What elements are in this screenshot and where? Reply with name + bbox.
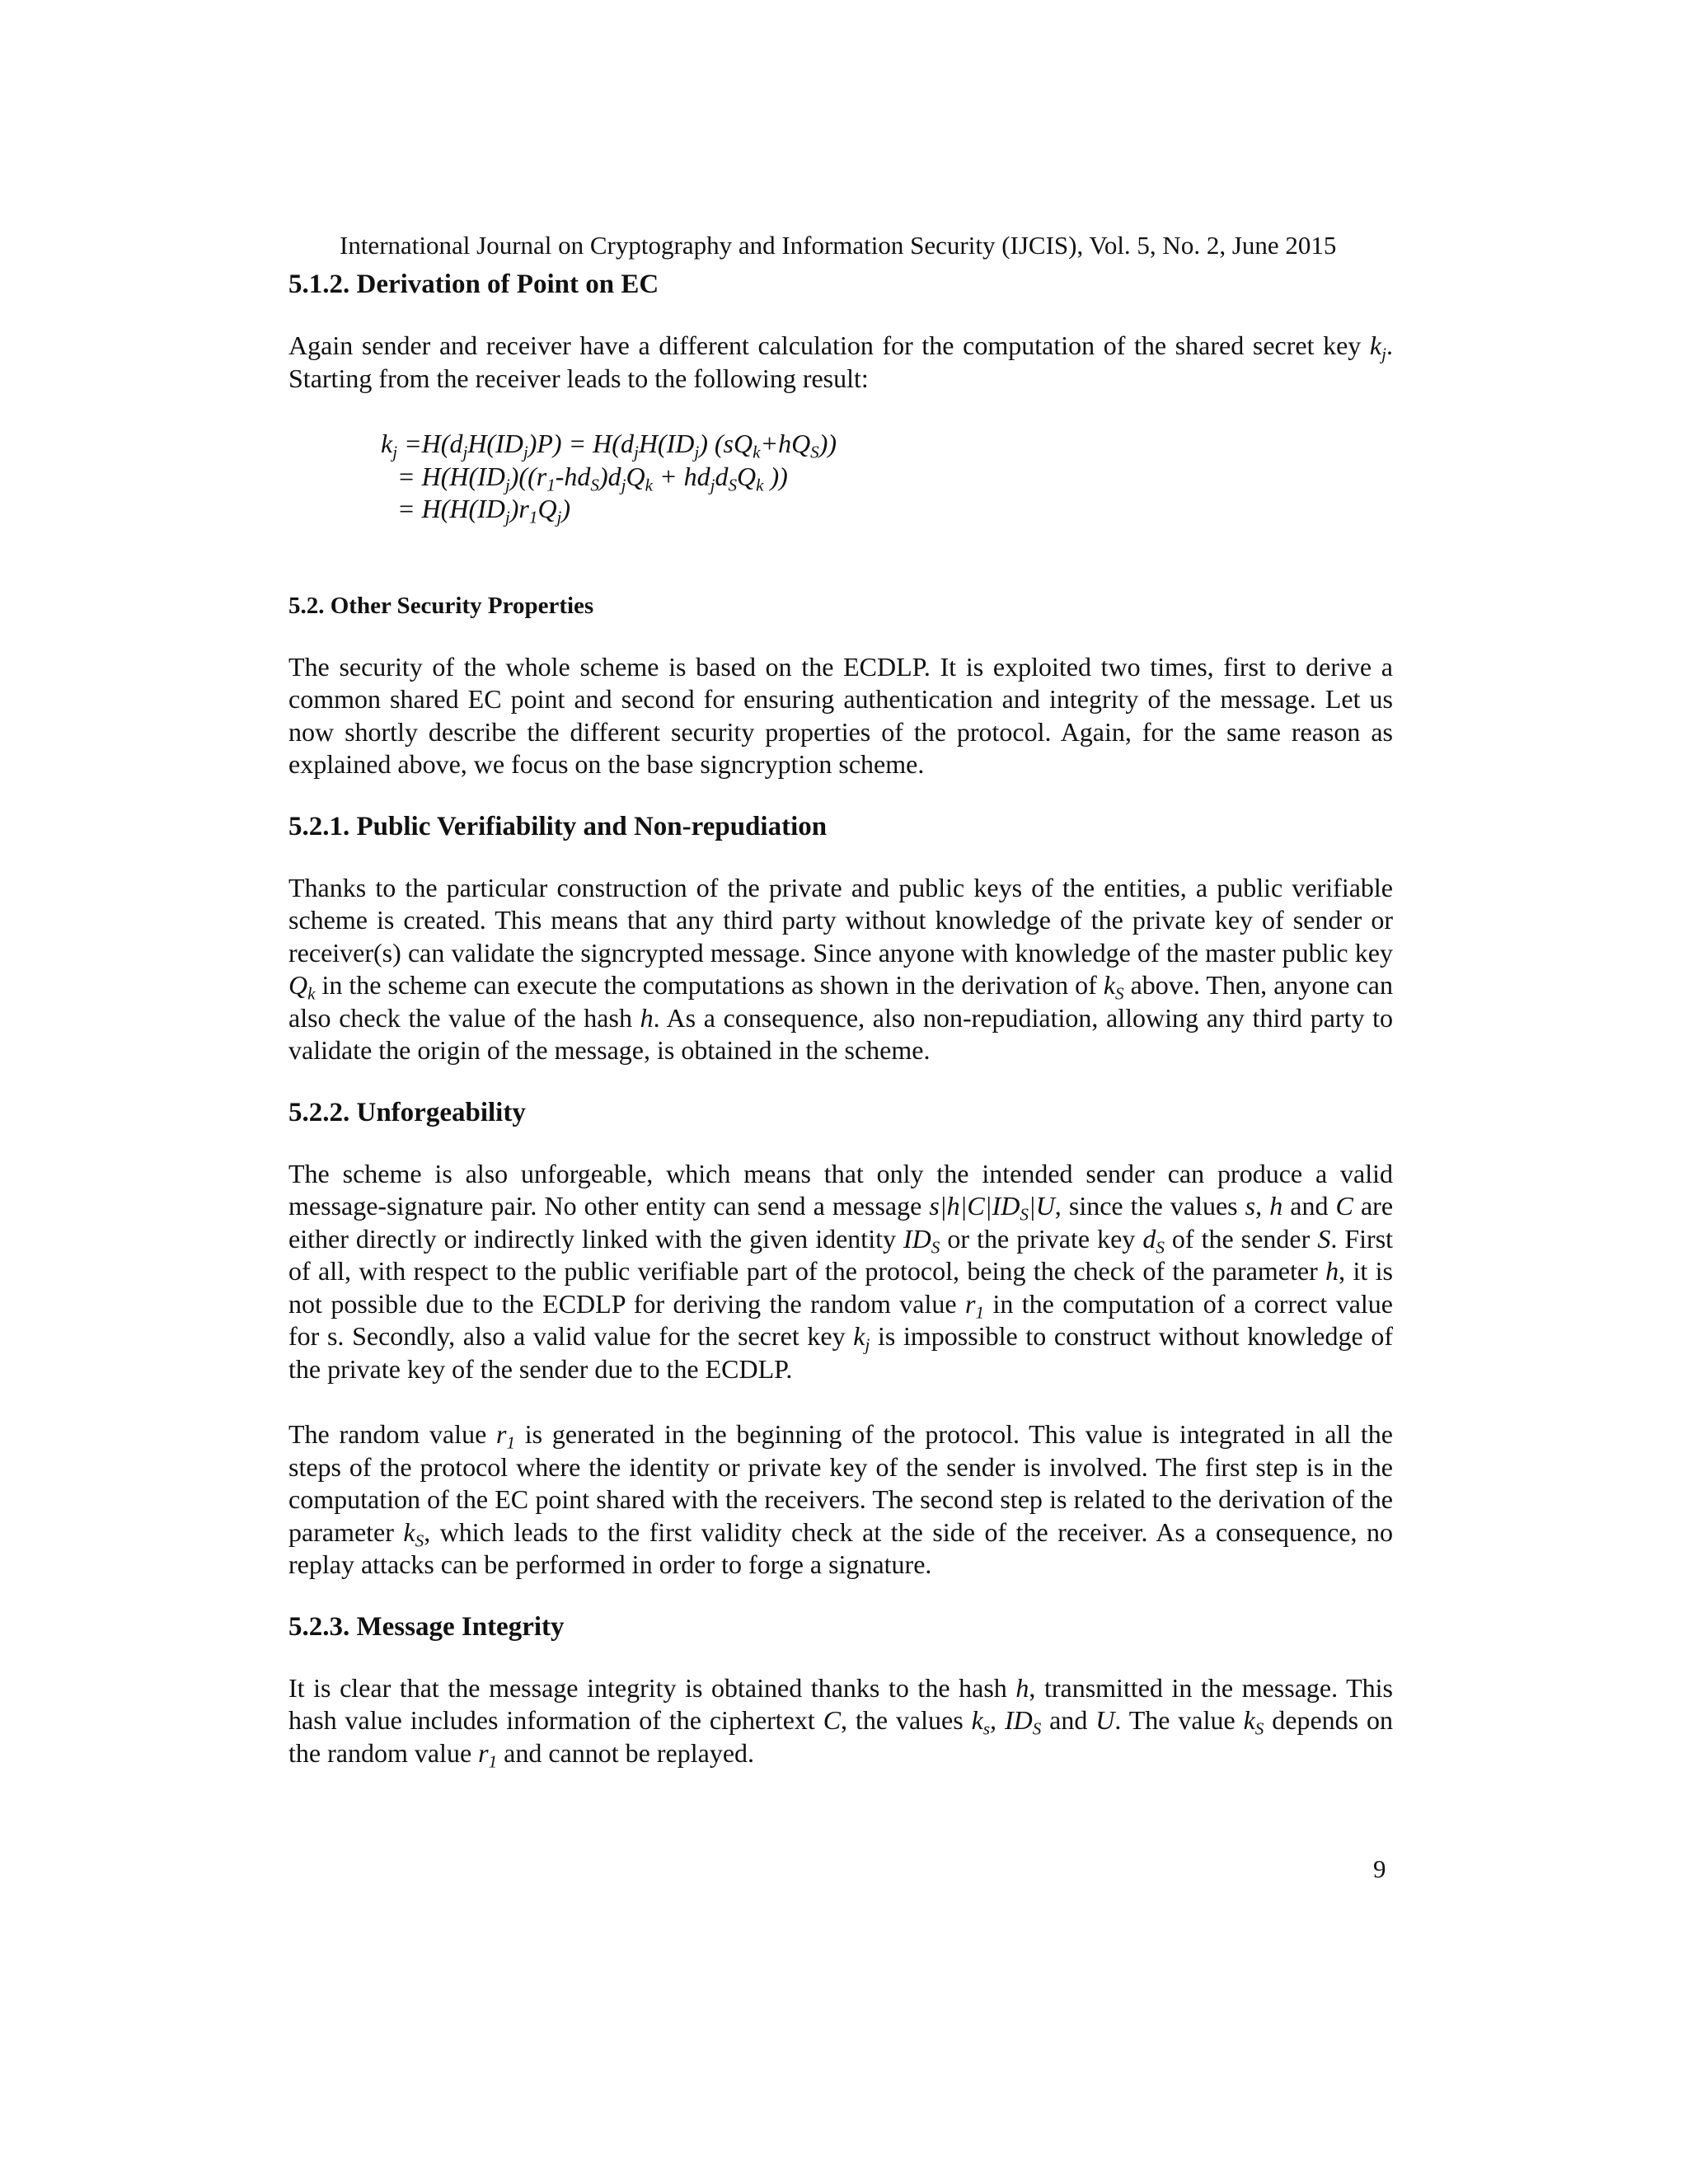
paragraph: The scheme is also unforgeable, which means that only the intended sender can produce a valid message-signature pair. No other entity can send a message $s|h|C|ID_S|U$, since the values s, h and C are either directly or indirectly linked with the given identity $ID_S$ or the private key $d_S$ of the sender S. First of all, with respect to the public verifiable part of the protocol, being the check of the parameter h, it is not possible due to the ECDLP for deriving the random value $r_1$ in the computation of a correct value for s. Secondly, also a valid value for the secret key $k_j$ is impossible to construct without knowledge of the private key of the sender due to the ECDLP. (288, 1158, 1394, 1384)
equation-line: $k_j =H(d_jH(ID_j)P) = H(d_jH(ID_j)$ $(sQ_k+hQ_S)$) (381, 429, 837, 462)
paragraph: Thanks to the particular construction of the private and public keys of the entities, a public verifiable scheme is created. This means that any third party without knowledge of the private key of sender or receiver(s) can validate the signcrypted message. Since anyone with knowledge of the master public key $Q_k$ in the scheme can execute the computations as shown in the derivation of $k_S$ above. Then, anyone can also check the value of the hash h. As a consequence, also non-repudiation, allowing any third party to validate the origin of the message, is obtained in the scheme. (288, 872, 1394, 1065)
paragraph: Again sender and receiver have a different calculation for the computation of the shared secret key $k_j$. Starting from the receiver leads to the following result: (288, 330, 1393, 393)
paper-body (288, 264, 1393, 1769)
section-heading-5-2-3: 5.2.3. Message Integrity (288, 1611, 565, 1642)
running-header: International Journal on Cryptography and Information Security (IJCIS), Vol. 5, No. 2, June 2015 (340, 231, 1337, 260)
section-heading-5-2-1: 5.2.1. Public Verifiability and Non-repudiation (288, 811, 828, 841)
section-heading-5-1-2: 5.1.2. Derivation of Point on EC (288, 269, 659, 299)
paragraph: The random value $r_1$ is generated in the beginning of the protocol. This value is integrated in all the steps of the protocol where the identity or private key of the sender is involved. The first step is in the computation of the EC point shared with the receivers. The second step is related to the derivation of the parameter $k_S$, which leads to the first validity check at the side of the receiver. As a consequence, no replay attacks can be performed in order to forge a signature. (288, 1419, 1394, 1579)
equation-line: = $H(H(ID_j)((r_1-hd_S)d_jQ_k + hd_jd_SQ_k$ )) (397, 461, 788, 494)
equation-block (288, 428, 1393, 526)
paragraph: The security of the whole scheme is based on the ECDLP. It is exploited two times, first to derive a common shared EC point and second for ensuring authentication and integrity of the message. Let us now shortly describe the different security properties of the protocol. Again, for the same reason as explained above, we focus on the base signcryption scheme. (288, 651, 1393, 779)
page-number: 9 (1373, 1854, 1386, 1883)
section-heading-5-2: 5.2. Other Security Properties (288, 592, 594, 619)
equation-line: = $H(H(ID_j)r_1Q_j)$ (397, 494, 571, 527)
section-heading-5-2-2: 5.2.2. Unforgeability (288, 1097, 526, 1127)
paragraph: It is clear that the message integrity is obtained thanks to the hash h, transmitted in the message. This hash value includes information of the ciphertext C, the values $k_s$, $ID_S$ and U. The value $k_S$ depends on the random value $r_1$ and cannot be replayed. (288, 1672, 1394, 1771)
